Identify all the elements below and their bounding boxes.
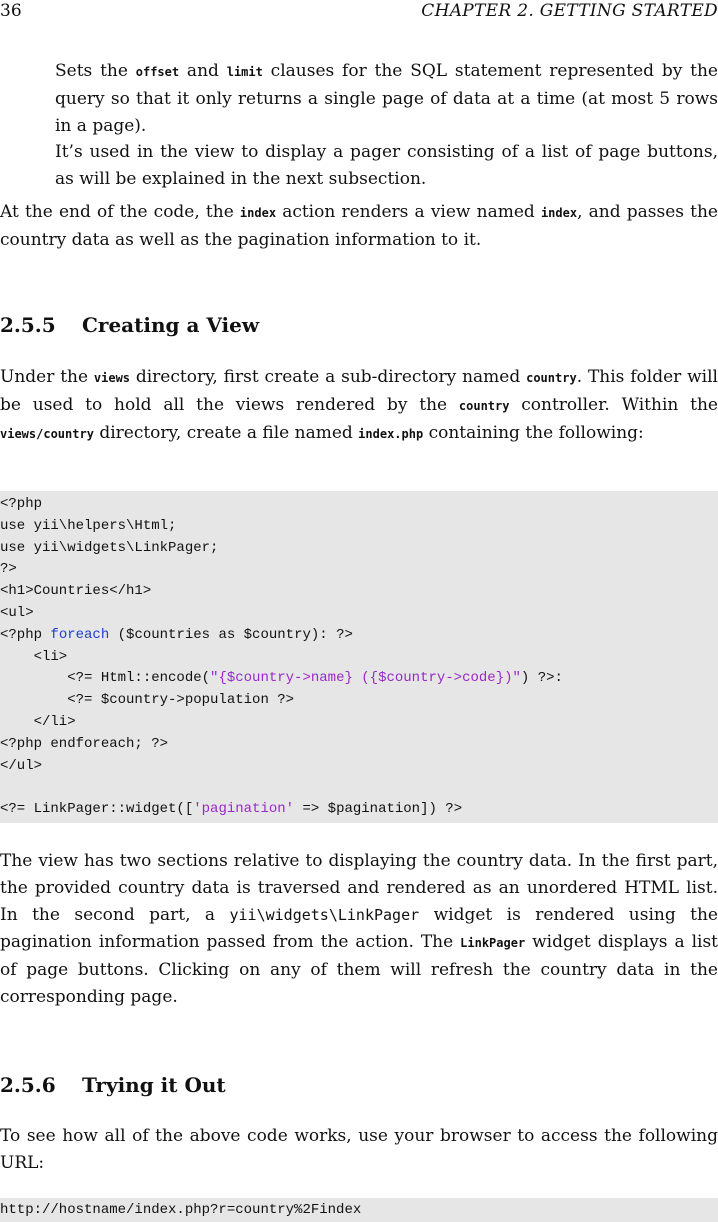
code-line: <li> — [0, 648, 68, 665]
code-line: <?= $country->population ?> — [0, 692, 295, 709]
code-token: => $pagination]) ?> — [294, 801, 463, 818]
code-line: </li> — [0, 713, 76, 730]
code-token: <?php — [0, 626, 51, 643]
code-line: </ul> — [0, 757, 43, 774]
code-token: ) ?>: — [520, 670, 563, 687]
text-run: clauses for the SQL statement represented by the query so that it only returns a single page of data at a time (at most 5 rows in a page). — [55, 61, 718, 136]
chapter-title: CHAPTER 2. GETTING STARTED — [421, 1, 718, 21]
section-number: 2.5.5 — [0, 313, 56, 337]
running-header — [0, 0, 718, 22]
code-line: <?php — [0, 496, 43, 512]
code-line: ?> — [0, 561, 17, 578]
code-token: ($countries as $country): ?> — [109, 626, 353, 643]
text-run: and — [179, 61, 227, 81]
text-run: Under the — [0, 367, 94, 387]
code-line — [0, 625, 718, 647]
code-listing-index-php — [0, 491, 718, 823]
code-line: <h1>Countries</h1> — [0, 583, 152, 600]
inline-code: index — [239, 206, 277, 220]
page-number: 36 — [0, 1, 22, 21]
text-run: Sets the — [55, 61, 136, 81]
code-string: "{$country->name} ({$country->code})" — [210, 670, 521, 687]
code-line — [0, 777, 718, 799]
text-run: action renders a view named — [276, 202, 541, 222]
text-run: containing the following: — [423, 423, 644, 443]
section-heading-2-5-6 — [0, 1072, 226, 1098]
text-run: , and passes the country data as well as the pagination information to it. — [0, 202, 718, 250]
inline-code: index.php — [358, 427, 424, 441]
end-of-code-paragraph — [0, 199, 718, 254]
code-line — [0, 668, 718, 690]
code-line: use yii\helpers\Html; — [0, 517, 177, 534]
section-number: 2.5.6 — [0, 1073, 56, 1097]
text-run: directory, first create a sub-directory named — [130, 367, 527, 387]
code-line: <ul> — [0, 604, 34, 621]
inline-code: views — [93, 371, 131, 385]
inline-code: limit — [226, 65, 263, 79]
view-explanation-paragraph — [0, 848, 718, 1011]
text-run: . This folder will be used to hold all the views rendered by the — [0, 367, 718, 415]
pager-paragraph: It’s used in the view to display a pager consisting of a list of page buttons, as will be explained in the next subsection. — [55, 142, 718, 189]
code-string: 'pagination' — [193, 801, 295, 818]
code-line: use yii\widgets\LinkPager; — [0, 539, 219, 556]
code-line: <?php endforeach; ?> — [0, 735, 169, 752]
text-run: widget is rendered using the pagination information passed from the action. The — [0, 905, 718, 952]
inline-code: index — [540, 206, 578, 220]
code-token: <?= Html::encode( — [0, 670, 211, 687]
text-run: The view has two sections relative to displaying the country data. In the first part, the provided country data is traversed and rendered as an unordered HTML list. In the second part, a — [0, 851, 718, 925]
code-token: <?= LinkPager::widget([ — [0, 801, 194, 818]
inline-code: offset — [135, 65, 180, 79]
url-code-block: http://hostname/index.php?r=country%2Findex — [0, 1198, 718, 1222]
inline-code: country — [526, 371, 577, 385]
text-run: widget displays a list of page buttons. Clicking on any of them will refresh the country data in the corresponding page. — [0, 932, 718, 1007]
offset-limit-paragraph — [55, 58, 718, 140]
inline-code: views/country — [0, 427, 94, 441]
create-view-paragraph — [0, 364, 718, 448]
text-run: directory, create a file named — [93, 423, 359, 443]
section-heading-2-5-5 — [0, 312, 259, 338]
inline-code: yii\widgets\LinkPager — [229, 906, 420, 924]
section-title: Creating a View — [82, 313, 260, 337]
inline-code: LinkPager — [460, 936, 526, 950]
section-title: Trying it Out — [82, 1073, 226, 1097]
text-run: At the end of the code, the — [0, 202, 240, 222]
code-line — [0, 799, 718, 821]
inline-code: country — [458, 399, 510, 413]
try-it-out-paragraph: To see how all of the above code works, use your browser to access the following URL: — [0, 1126, 718, 1173]
code-keyword: foreach — [50, 626, 110, 643]
text-run: controller. Within the — [509, 395, 718, 415]
